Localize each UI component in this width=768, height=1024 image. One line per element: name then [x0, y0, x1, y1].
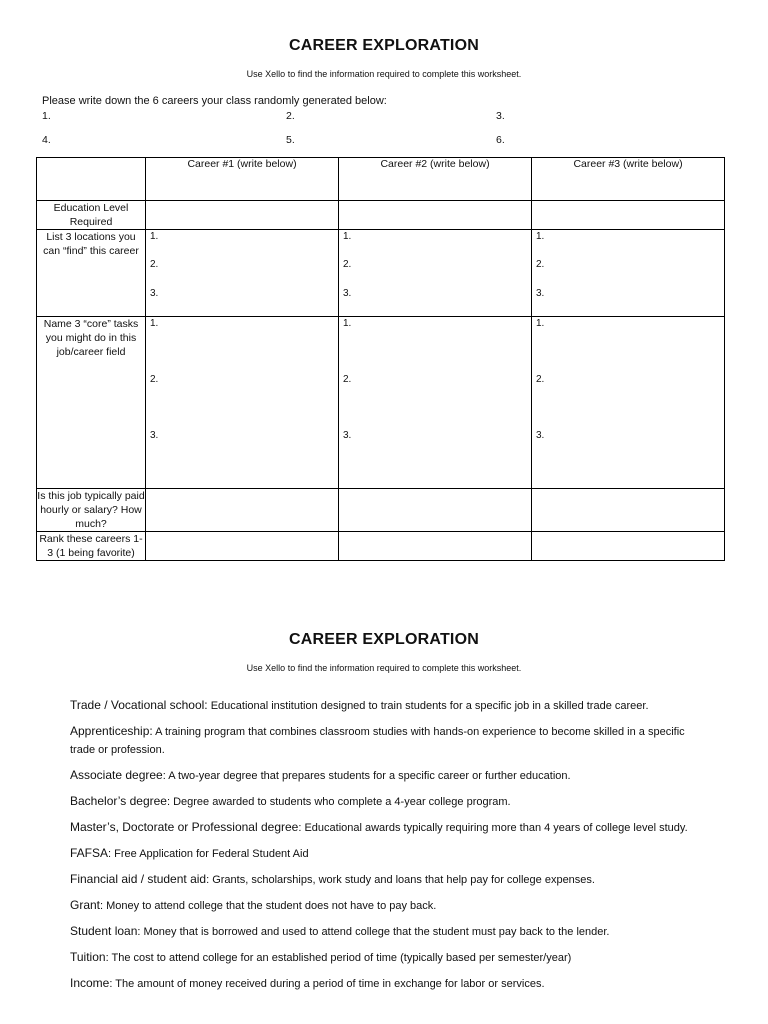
- list-number: 3.: [536, 288, 545, 299]
- definition-item: [70, 767, 700, 786]
- list-number: 1.: [150, 318, 159, 329]
- definition-text: : The cost to attend college for an established period of time (typically based per semester/year): [105, 952, 572, 965]
- definition-term: Grant: [70, 898, 101, 913]
- table-row: [37, 489, 725, 532]
- pay-cell-1[interactable]: [146, 489, 339, 532]
- definition-item: [70, 975, 700, 994]
- career-number-5: 5.: [286, 134, 295, 146]
- definition-term: FAFSA: [70, 845, 109, 860]
- row-label-rank: Rank these careers 1-3 (1 being favorite): [37, 532, 146, 561]
- header-career-1: Career #1 (write below): [146, 158, 339, 201]
- list-number: 2.: [536, 259, 545, 270]
- tasks-cell-3[interactable]: [532, 317, 725, 489]
- definition-term: Apprenticeship:: [70, 724, 153, 739]
- list-number: 3.: [343, 430, 352, 441]
- career-number-2: 2.: [286, 110, 295, 122]
- definition-item: [70, 819, 700, 838]
- definition-item: [70, 697, 700, 716]
- table-row: [37, 230, 725, 317]
- list-number: 1.: [150, 231, 159, 242]
- list-number: 1.: [343, 231, 352, 242]
- list-number: 2.: [150, 259, 159, 270]
- list-number: 2.: [343, 259, 352, 270]
- page-subtitle: Use Xello to find the information required to complete this worksheet.: [246, 69, 522, 79]
- locations-cell-3[interactable]: [532, 230, 725, 317]
- pay-cell-2[interactable]: [339, 489, 532, 532]
- definition-term: Associate degree: [70, 767, 163, 782]
- career-number-3: 3.: [496, 110, 505, 122]
- tasks-cell-2[interactable]: [339, 317, 532, 489]
- career-number-6: 6.: [496, 134, 505, 146]
- list-number: 3.: [343, 288, 352, 299]
- definition-text: A training program that combines classroom studies with hands-on experience to become skilled in a specific trade or profession.: [70, 726, 685, 756]
- rank-cell-1[interactable]: [146, 532, 339, 561]
- definition-text: Educational institution designed to train students for a specific job in a skilled trade career.: [207, 700, 649, 712]
- education-cell-2[interactable]: [339, 201, 532, 230]
- rank-cell-3[interactable]: [532, 532, 725, 561]
- definition-term: Financial aid / student aid: [70, 872, 207, 887]
- definition-item: [70, 949, 700, 968]
- definition-term: Trade / Vocational school:: [70, 698, 208, 712]
- page2-title: CAREER EXPLORATION: [289, 631, 479, 648]
- row-label-core-tasks: Name 3 “core” tasks you might do in this job/career field: [37, 317, 146, 489]
- list-number: 2.: [343, 374, 352, 385]
- definition-item: [70, 871, 700, 890]
- definition-item: [70, 923, 700, 942]
- definition-term: Bachelor’s degree: [70, 793, 167, 808]
- definition-text: : Money to attend college that the student does not have to pay back.: [100, 900, 437, 913]
- row-label-education: Education Level Required: [37, 201, 146, 230]
- education-cell-1[interactable]: [146, 201, 339, 230]
- list-number: 3.: [150, 430, 159, 441]
- header-career-3: Career #3 (write below): [532, 158, 725, 201]
- career-table: [36, 157, 725, 561]
- definition-item: [70, 845, 700, 864]
- definition-term: Master’s, Doctorate or Professional degree: [70, 819, 299, 834]
- page-title: CAREER EXPLORATION: [289, 37, 479, 54]
- definition-item: [70, 723, 700, 759]
- definition-term: Tuition: [70, 950, 106, 965]
- definition-item: [70, 793, 700, 812]
- row-label-pay-type: Is this job typically paid hourly or salary? How much?: [37, 490, 145, 530]
- header-corner-cell: [37, 158, 146, 201]
- list-number: 3.: [536, 430, 545, 441]
- education-cell-3[interactable]: [532, 201, 725, 230]
- definition-item: [70, 897, 700, 916]
- definition-text: : Educational awards typically requiring more than 4 years of college level study.: [298, 821, 688, 834]
- definition-text: : A two-year degree that prepares students for a specific career or further education.: [162, 769, 571, 782]
- instruction-text: Please write down the 6 careers your class randomly generated below:: [42, 95, 387, 107]
- definition-term: Student loan: [70, 924, 138, 939]
- page2-subtitle: Use Xello to find the information required to complete this worksheet.: [246, 663, 522, 673]
- list-number: 2.: [150, 374, 159, 385]
- definition-term: Income: [70, 976, 110, 991]
- definition-text: : Money that is borrowed and used to attend college that the student must pay back to the lender.: [137, 926, 610, 939]
- table-row: [37, 317, 725, 489]
- career-number-4: 4.: [42, 134, 51, 146]
- definition-text: : The amount of money received during a period of time in exchange for labor or services.: [109, 978, 545, 991]
- locations-cell-2[interactable]: [339, 230, 532, 317]
- definition-text: : Free Application for Federal Student Aid: [108, 847, 309, 860]
- career-number-1: 1.: [42, 110, 51, 122]
- tasks-cell-1[interactable]: [146, 317, 339, 489]
- rank-cell-2[interactable]: [339, 532, 532, 561]
- list-number: 2.: [536, 374, 545, 385]
- list-number: 1.: [343, 318, 352, 329]
- pay-cell-3[interactable]: [532, 489, 725, 532]
- definition-text: : Grants, scholarships, work study and loans that help pay for college expenses.: [206, 874, 595, 887]
- table-row: [37, 201, 725, 230]
- locations-cell-1[interactable]: [146, 230, 339, 317]
- table-header-row: [37, 158, 725, 201]
- row-label-locations: List 3 locations you can “find” this career: [37, 230, 146, 317]
- table-row: [37, 532, 725, 561]
- list-number: 3.: [150, 288, 159, 299]
- list-number: 1.: [536, 231, 545, 242]
- definitions-list: [70, 697, 700, 1002]
- header-career-2: Career #2 (write below): [339, 158, 532, 201]
- list-number: 1.: [536, 318, 545, 329]
- definition-text: : Degree awarded to students who complete a 4-year college program.: [166, 795, 511, 808]
